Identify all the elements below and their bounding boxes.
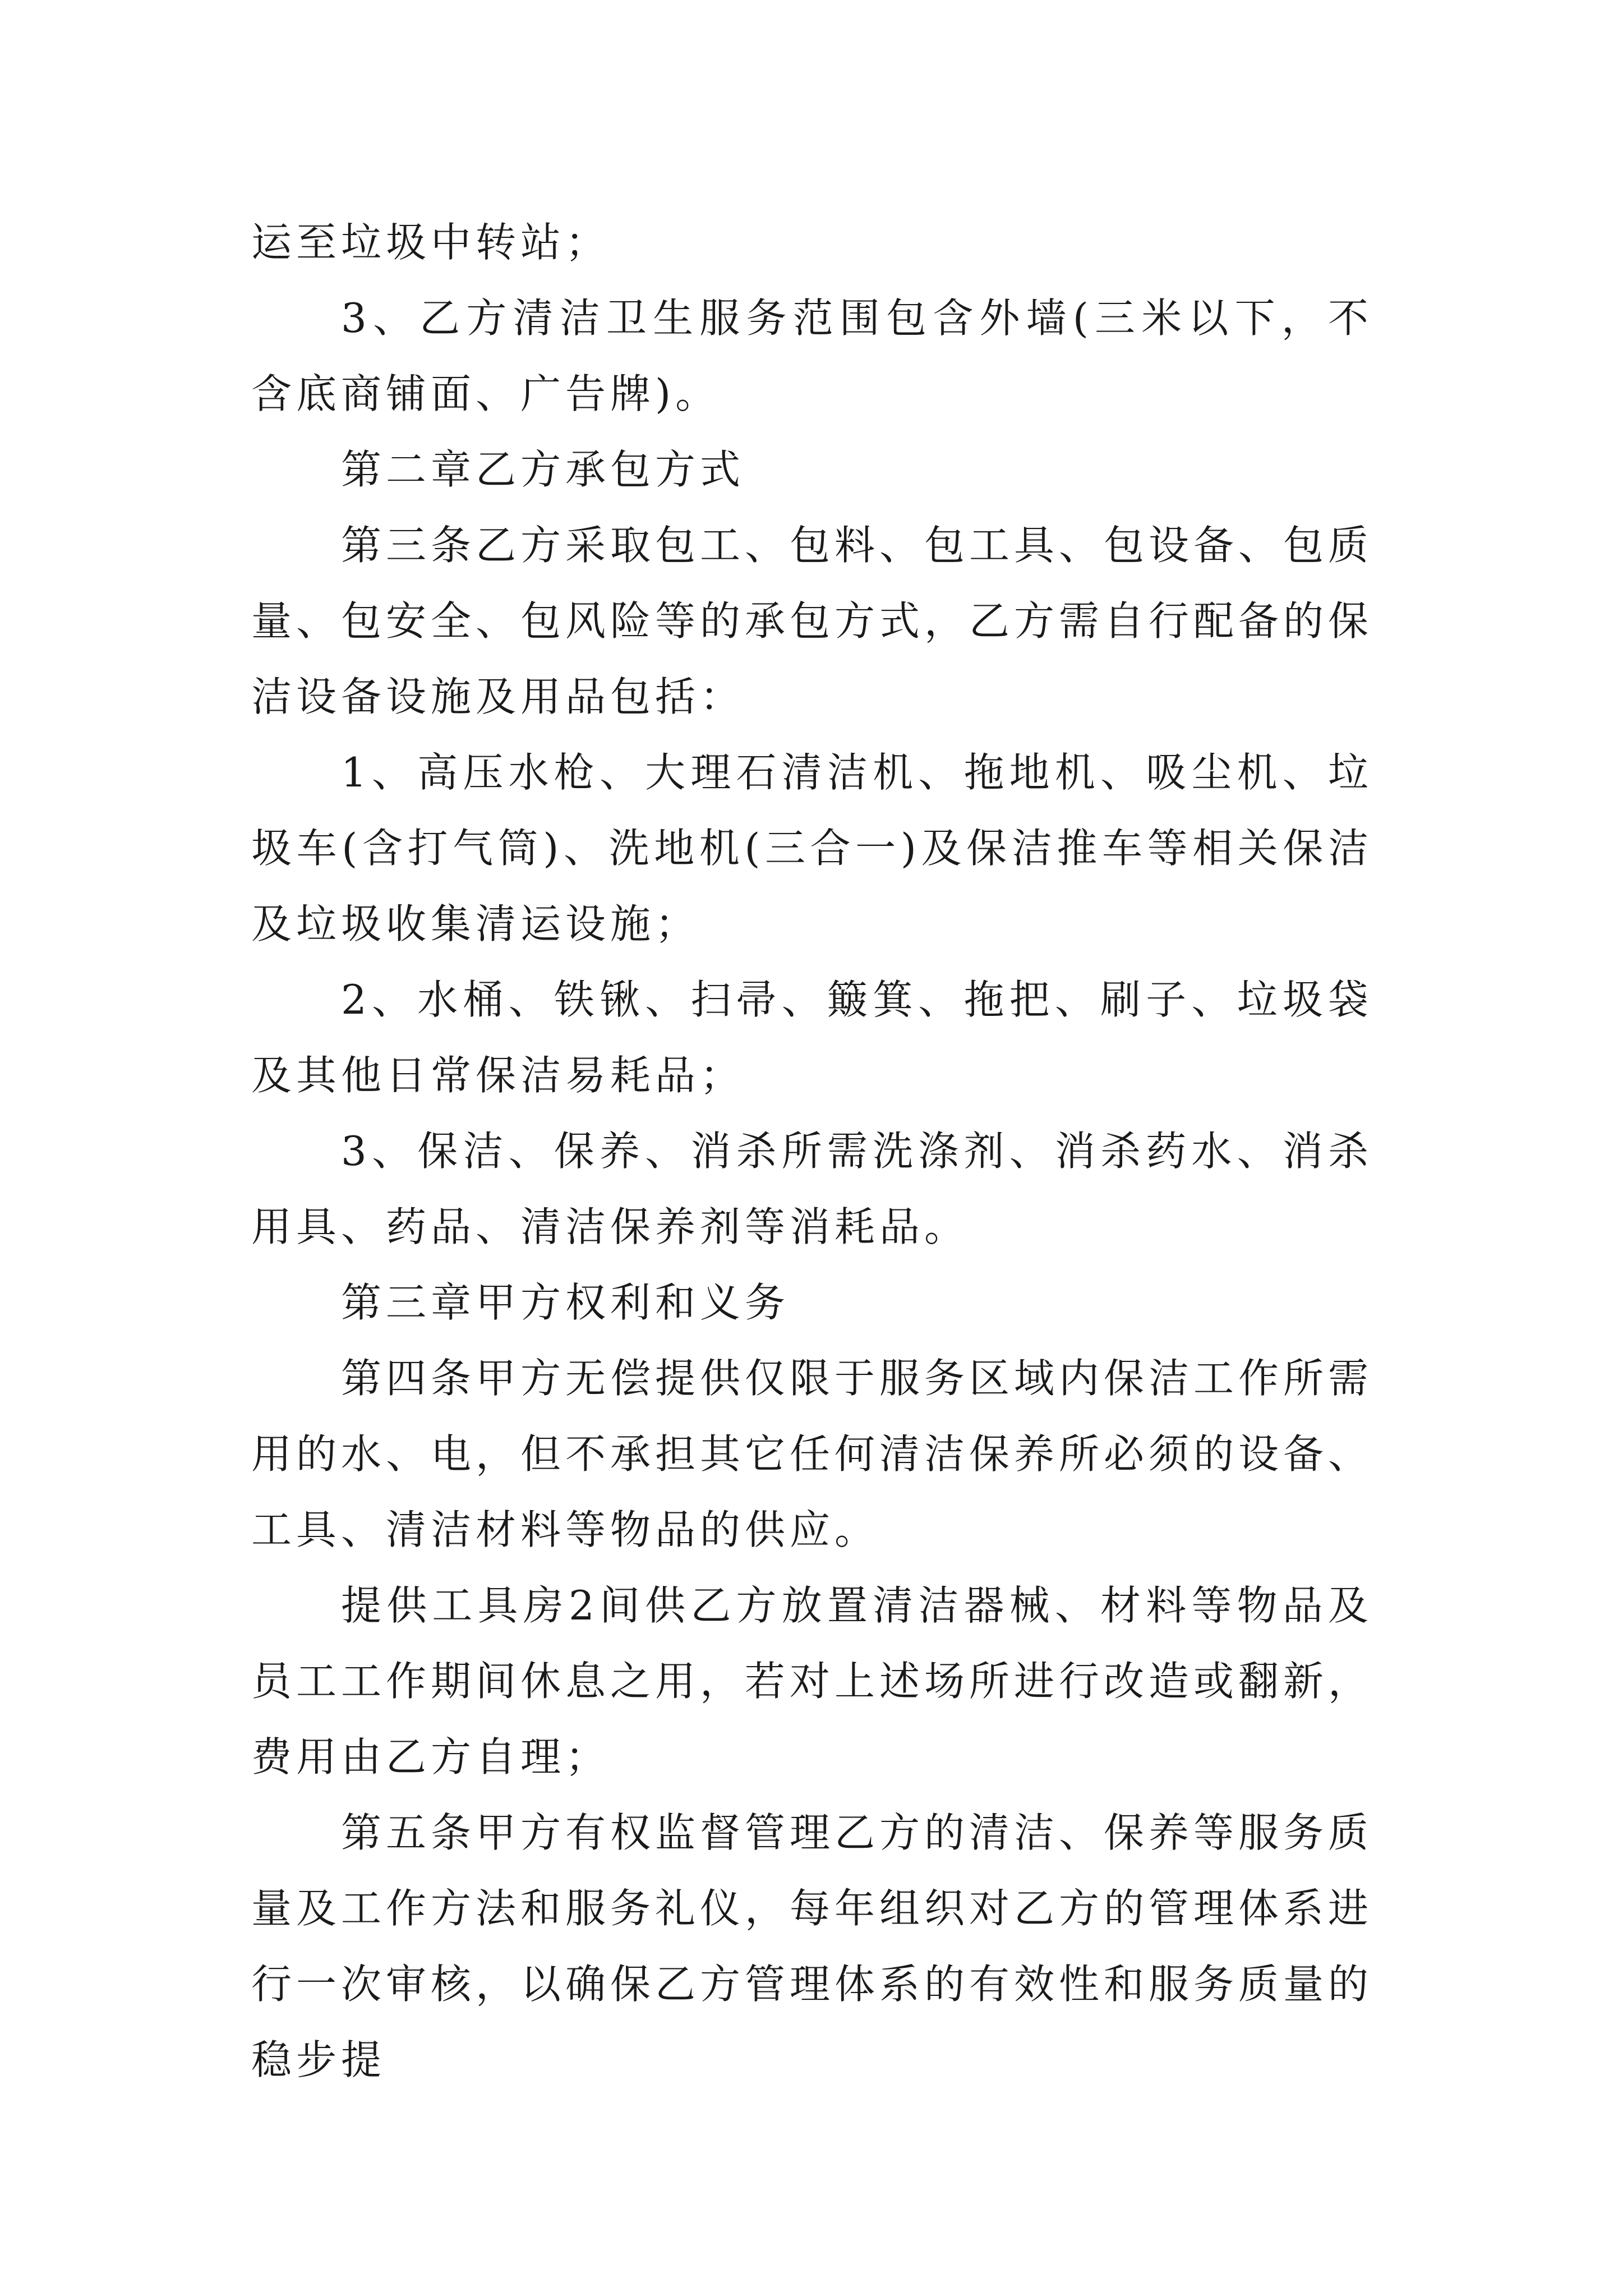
article-3-item-2: 2、水桶、铁锹、扫帚、簸箕、拖把、刷子、垃圾袋及其他日常保洁易耗品；: [251, 976, 1373, 1099]
article-4: 第四条甲方无偿提供仅限于服务区域内保洁工作所需用的水、电，但不承担其它任何清洁保养所必须的设备、工具、清洁材料等物品的供应。: [251, 1355, 1373, 1553]
paragraph-1: 运至垃圾中转站；: [251, 219, 611, 266]
document-body: [251, 205, 1373, 2098]
article-4-tool-room: 提供工具房2间供乙方放置清洁器械、材料等物品及员工工作期间休息之用，若对上述场所进行改造或翻新，费用由乙方自理；: [251, 1582, 1373, 1780]
article-3: 第三条乙方采取包工、包料、包工具、包设备、包质量、包安全、包风险等的承包方式，乙方需自行配备的保洁设备设施及用品包括：: [251, 522, 1373, 720]
chapter-2-heading: 第二章乙方承包方式: [341, 446, 745, 493]
article-3-item-1: 1、高压水枪、大理石清洁机、拖地机、吸尘机、垃圾车(含打气筒)、洗地机(三合一)及保洁推车等相关保洁及垃圾收集清运设施；: [251, 749, 1373, 947]
chapter-3-heading: 第三章甲方权利和义务: [341, 1279, 790, 1326]
article-5: 第五条甲方有权监督管理乙方的清洁、保养等服务质量及工作方法和服务礼仪，每年组织对乙方的管理体系进行一次审核，以确保乙方管理体系的有效性和服务质量的稳步提: [251, 1809, 1373, 2083]
article-3-item-3: 3、保洁、保养、消杀所需洗涤剂、消杀药水、消杀用具、药品、清洁保养剂等消耗品。: [251, 1128, 1373, 1250]
paragraph-2: 3、乙方清洁卫生服务范围包含外墙(三米以下，不含底商铺面、广告牌)。: [251, 295, 1373, 417]
